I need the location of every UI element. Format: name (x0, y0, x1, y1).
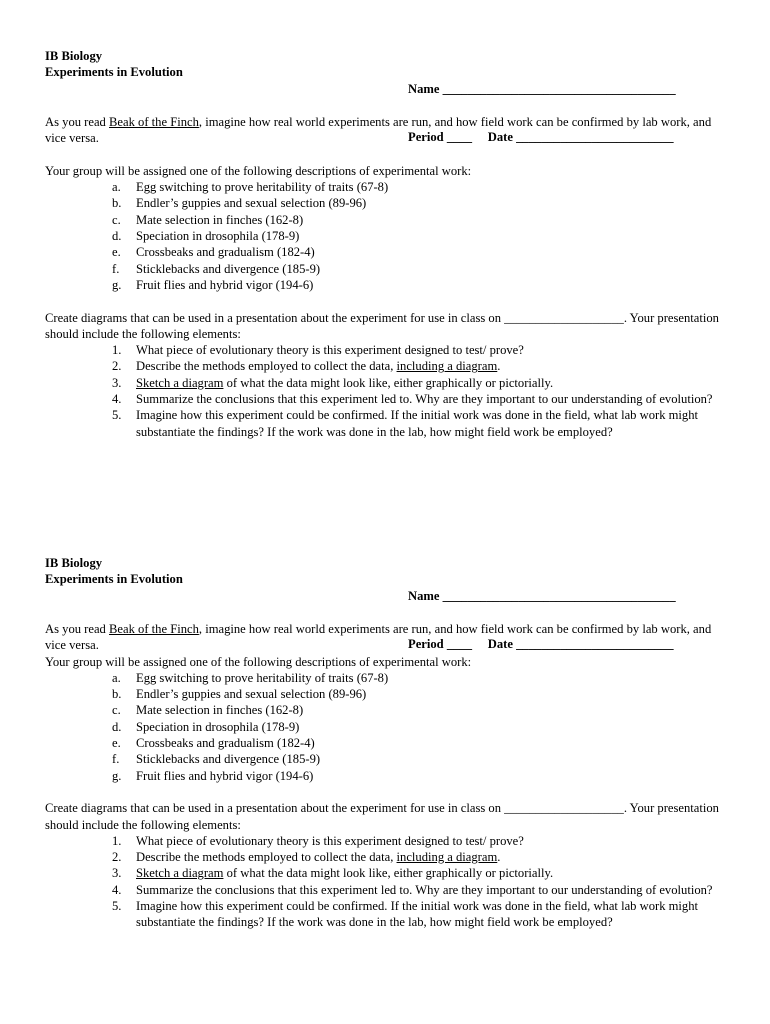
list-item: d. Speciation in drosophila (178-9) (112, 719, 300, 734)
list-item: 2. Describe the methods employed to collect the data, including a diagram. (112, 359, 501, 374)
list-item: 3. Sketch a diagram of what the data might look like, either graphically or pictorially. (112, 866, 554, 881)
list-item: e. Crossbeaks and gradualism (182-4) (112, 736, 315, 751)
list-item: c. Mate selection in finches (162-8) (112, 212, 304, 227)
course-name: IB Biology (45, 49, 103, 63)
list-item: b. Endler’s guppies and sexual selection (89-96) (112, 687, 367, 702)
list-item: 1. What piece of evolutionary theory is this experiment designed to test/ prove? (112, 833, 524, 848)
list-item: 3. Sketch a diagram of what the data might look like, either graphically or pictorially. (112, 375, 554, 390)
handout-title: Experiments in Evolution (45, 572, 183, 587)
class-date-blank: ___________________ (504, 801, 624, 816)
list-item: g. Fruit flies and hybrid vigor (194-6) (112, 277, 314, 292)
book-title: Beak of the Finch (109, 115, 199, 129)
period-blank: ____ (446, 130, 473, 145)
assignment-text: Your group will be assigned one of the following descriptions of experimental work: (45, 163, 472, 178)
list-item: e. Crossbeaks and gradualism (182-4) (112, 245, 315, 260)
handout-copy-2 (45, 555, 725, 931)
experiment-list (45, 179, 725, 293)
list-item: a. Egg switching to prove heritability of traits (67-8) (112, 180, 389, 195)
period-label: Period (408, 130, 444, 145)
student-fields (408, 555, 676, 652)
date-blank: _________________________ (516, 637, 674, 652)
handout-copy-1 (45, 48, 725, 440)
list-item: f. Sticklebacks and divergence (185-9) (112, 261, 321, 276)
create-instructions: Create diagrams that can be used in a presentation about the experiment for use in class on ___________________. Your presentation should include the following elements: (45, 310, 719, 341)
list-item: 4. Summarize the conclusions that this experiment led to. Why are they important to our understanding of evolution? (112, 882, 713, 897)
course-info (45, 48, 183, 80)
course-name: IB Biology (45, 556, 103, 570)
list-item: c. Mate selection in finches (162-8) (112, 703, 304, 718)
intro-paragraph: As you read Beak of the Finch, imagine how real world experiments are run, and how field work can be confirmed by lab work, and vice versa. (45, 115, 712, 146)
assignment-text: Your group will be assigned one of the following descriptions of experimental work: (45, 654, 472, 669)
date-blank: _________________________ (516, 130, 674, 145)
list-item: g. Fruit flies and hybrid vigor (194-6) (112, 768, 314, 783)
list-item: 1. What piece of evolutionary theory is this experiment designed to test/ prove? (112, 343, 524, 358)
list-item: 4. Summarize the conclusions that this experiment led to. Why are they important to our understanding of evolution? (112, 392, 713, 407)
list-item: 5. Imagine how this experiment could be confirmed. If the initial work was done in the field, what lab work might substantiate the findings? If the work was done in the lab, how might field work be employed? (112, 408, 699, 439)
list-item: a. Egg switching to prove heritability of traits (67-8) (112, 670, 389, 685)
name-blank: _____________________________________ (442, 588, 676, 603)
list-item: 2. Describe the methods employed to collect the data, including a diagram. (112, 850, 501, 865)
date-label: Date (487, 637, 513, 652)
experiment-list (45, 670, 725, 784)
period-label: Period (408, 637, 444, 652)
period-blank: ____ (446, 637, 473, 652)
class-date-blank: ___________________ (504, 310, 624, 325)
name-label: Name (408, 588, 440, 603)
name-blank: _____________________________________ (442, 81, 676, 96)
create-instructions: Create diagrams that can be used in a presentation about the experiment for use in class on ___________________. Your presentation should include the following elements: (45, 801, 719, 832)
handout-title: Experiments in Evolution (45, 65, 183, 80)
course-info (45, 555, 183, 587)
name-label: Name (408, 81, 440, 96)
elements-list (45, 833, 725, 931)
elements-list (45, 342, 725, 440)
intro-paragraph: As you read Beak of the Finch, imagine how real world experiments are run, and how field work can be confirmed by lab work, and vice versa. (45, 622, 712, 653)
date-label: Date (487, 130, 513, 145)
book-title: Beak of the Finch (109, 622, 199, 636)
list-item: 5. Imagine how this experiment could be confirmed. If the initial work was done in the field, what lab work might substantiate the findings? If the work was done in the lab, how might field work be employed? (112, 899, 699, 930)
list-item: f. Sticklebacks and divergence (185-9) (112, 752, 321, 767)
student-fields (408, 48, 676, 145)
list-item: d. Speciation in drosophila (178-9) (112, 229, 300, 244)
list-item: b. Endler’s guppies and sexual selection (89-96) (112, 196, 367, 211)
